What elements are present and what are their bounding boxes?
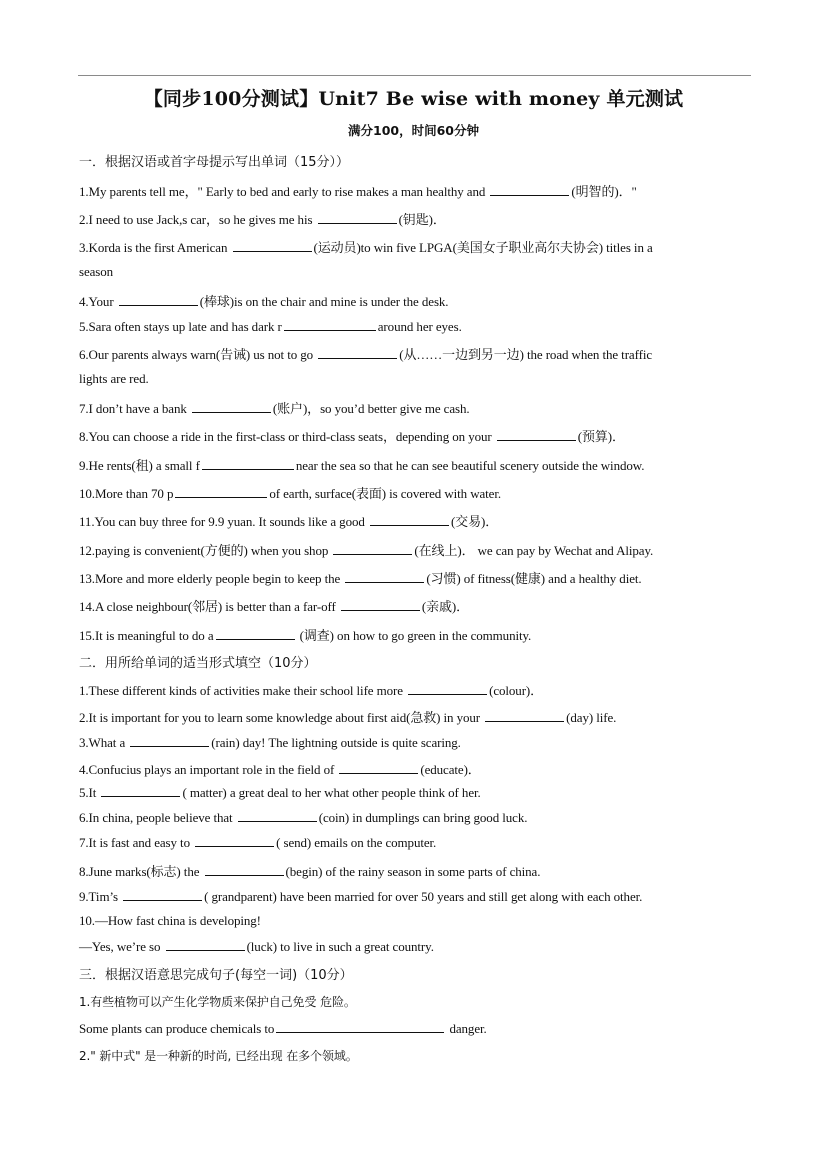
answer-blank[interactable]: [192, 400, 271, 413]
question-2-10: 10.—How fast china is developing!: [79, 913, 261, 928]
question-2-9: 9.Tim’s ( grandparent) have been married for over 50 years and still get along with each other.: [79, 889, 643, 904]
section-1-heading: 一．根据汉语或首字母提示写出单词（15分））: [79, 155, 350, 170]
answer-blank[interactable]: [284, 318, 376, 331]
answer-blank[interactable]: [485, 709, 564, 722]
question-1-9: 9.He rents(租) a small f near the sea so that he can see beautiful scenery outside the window.: [79, 458, 645, 473]
question-1-5: 5.Sara often stays up late and has dark r around her eyes.: [79, 319, 462, 334]
answer-blank[interactable]: [123, 888, 202, 901]
question-2-1: 1.These different kinds of activities make their school life more (colour)．: [79, 683, 544, 698]
answer-blank[interactable]: [166, 938, 245, 951]
question-1-10: 10.More than 70 p of earth, surface(表面) is covered with water.: [79, 486, 502, 501]
section-2-heading: 二．用所给单词的适当形式填空（10分）: [79, 656, 317, 671]
question-1-12: 12.paying is convenient(方便的) when you shop (在线上)． we can pay by Wechat and Alipay.: [79, 543, 654, 558]
question-2-3: 3.What a (rain) day! The lightning outside is quite scaring.: [79, 735, 461, 750]
answer-blank[interactable]: [238, 809, 317, 822]
answer-blank[interactable]: [195, 834, 274, 847]
question-3-1: Some plants can produce chemicals to danger.: [79, 1021, 487, 1036]
answer-blank[interactable]: [333, 542, 412, 555]
section-3-heading: 三．根据汉语意思完成句子(每空一词)（10分）: [79, 968, 353, 983]
question-2-8: 8.June marks(标志) the (begin) of the rainy season in some parts of china.: [79, 864, 541, 879]
question-1-6: 6.Our parents always warn(告诫) us not to go (从……一边到另一边) the road when the traffic: [79, 347, 652, 362]
header-rule: [78, 75, 751, 76]
page-title: 【同步100分测试】Unit7 Be wise with money 单元测试: [143, 88, 684, 110]
answer-blank[interactable]: [119, 293, 198, 306]
question-1-15: 15.It is meaningful to do a (调查) on how to go green in the community.: [79, 628, 532, 643]
question-2-4: 4.Confucius plays an important role in the field of (educate)．: [79, 762, 481, 777]
question-1-13: 13.More and more elderly people begin to keep the (习惯) of fitness(健康) and a healthy diet.: [79, 571, 642, 586]
question-1-7: 7.I don’t have a bank (账户)，so you’d better give me cash.: [79, 401, 470, 416]
question-2-6: 6.In china, people believe that (coin) in dumplings can bring good luck.: [79, 810, 528, 825]
question-2-10-reply: —Yes, we’re so (luck) to live in such a great country.: [79, 939, 434, 954]
answer-blank[interactable]: [497, 428, 576, 441]
question-2-5: 5.It ( matter) a great deal to her what other people think of her.: [79, 785, 481, 800]
answer-blank[interactable]: [101, 784, 180, 797]
question-1-3: 3.Korda is the first American (运动员)to win five LPGA(美国女子职业高尔夫协会) titles in a: [79, 240, 653, 255]
answer-blank[interactable]: [339, 761, 418, 774]
answer-blank[interactable]: [318, 346, 397, 359]
answer-blank[interactable]: [341, 598, 420, 611]
question-1-1: 1.My parents tell me，" Early to bed and early to rise makes a man healthy and (明智的)．": [79, 184, 637, 199]
answer-blank[interactable]: [205, 863, 284, 876]
answer-blank[interactable]: [370, 513, 449, 526]
question-2-7: 7.It is fast and easy to ( send) emails on the computer.: [79, 835, 437, 850]
question-1-2: 2.I need to use Jack,s car，so he gives me his (钥匙)．: [79, 212, 446, 227]
page-subtitle: 满分100，时间60分钟: [348, 123, 479, 138]
answer-blank[interactable]: [345, 570, 424, 583]
question-1-6-continued: lights are red.: [79, 371, 149, 386]
answer-blank[interactable]: [202, 457, 294, 470]
answer-blank[interactable]: [216, 627, 295, 640]
answer-blank[interactable]: [408, 682, 487, 695]
question-2-2: 2.It is important for you to learn some knowledge about first aid(急救) in your (day) life.: [79, 710, 617, 725]
answer-blank[interactable]: [233, 239, 312, 252]
question-1-4: 4.Your (棒球)is on the chair and mine is under the desk.: [79, 294, 449, 309]
answer-blank[interactable]: [130, 734, 209, 747]
question-1-14: 14.A close neighbour(邻居) is better than a far-off (亲戚)．: [79, 599, 470, 614]
answer-blank[interactable]: [175, 485, 267, 498]
question-3-2-chinese: 2." 新中式" 是一种新的时尚, 已经出现 在多个领域。: [79, 1049, 358, 1063]
question-1-8: 8.You can choose a ride in the first-class or third-class seats，depending on your (预算)．: [79, 429, 625, 444]
question-3-1-chinese: 1.有些植物可以产生化学物质来保护自己免受 危险。: [79, 995, 356, 1009]
question-1-11: 11.You can buy three for 9.9 yuan. It sounds like a good (交易)．: [79, 514, 499, 529]
answer-blank[interactable]: [276, 1020, 444, 1033]
answer-blank[interactable]: [318, 211, 397, 224]
answer-blank[interactable]: [490, 183, 569, 196]
question-1-3-continued: season: [79, 264, 114, 279]
